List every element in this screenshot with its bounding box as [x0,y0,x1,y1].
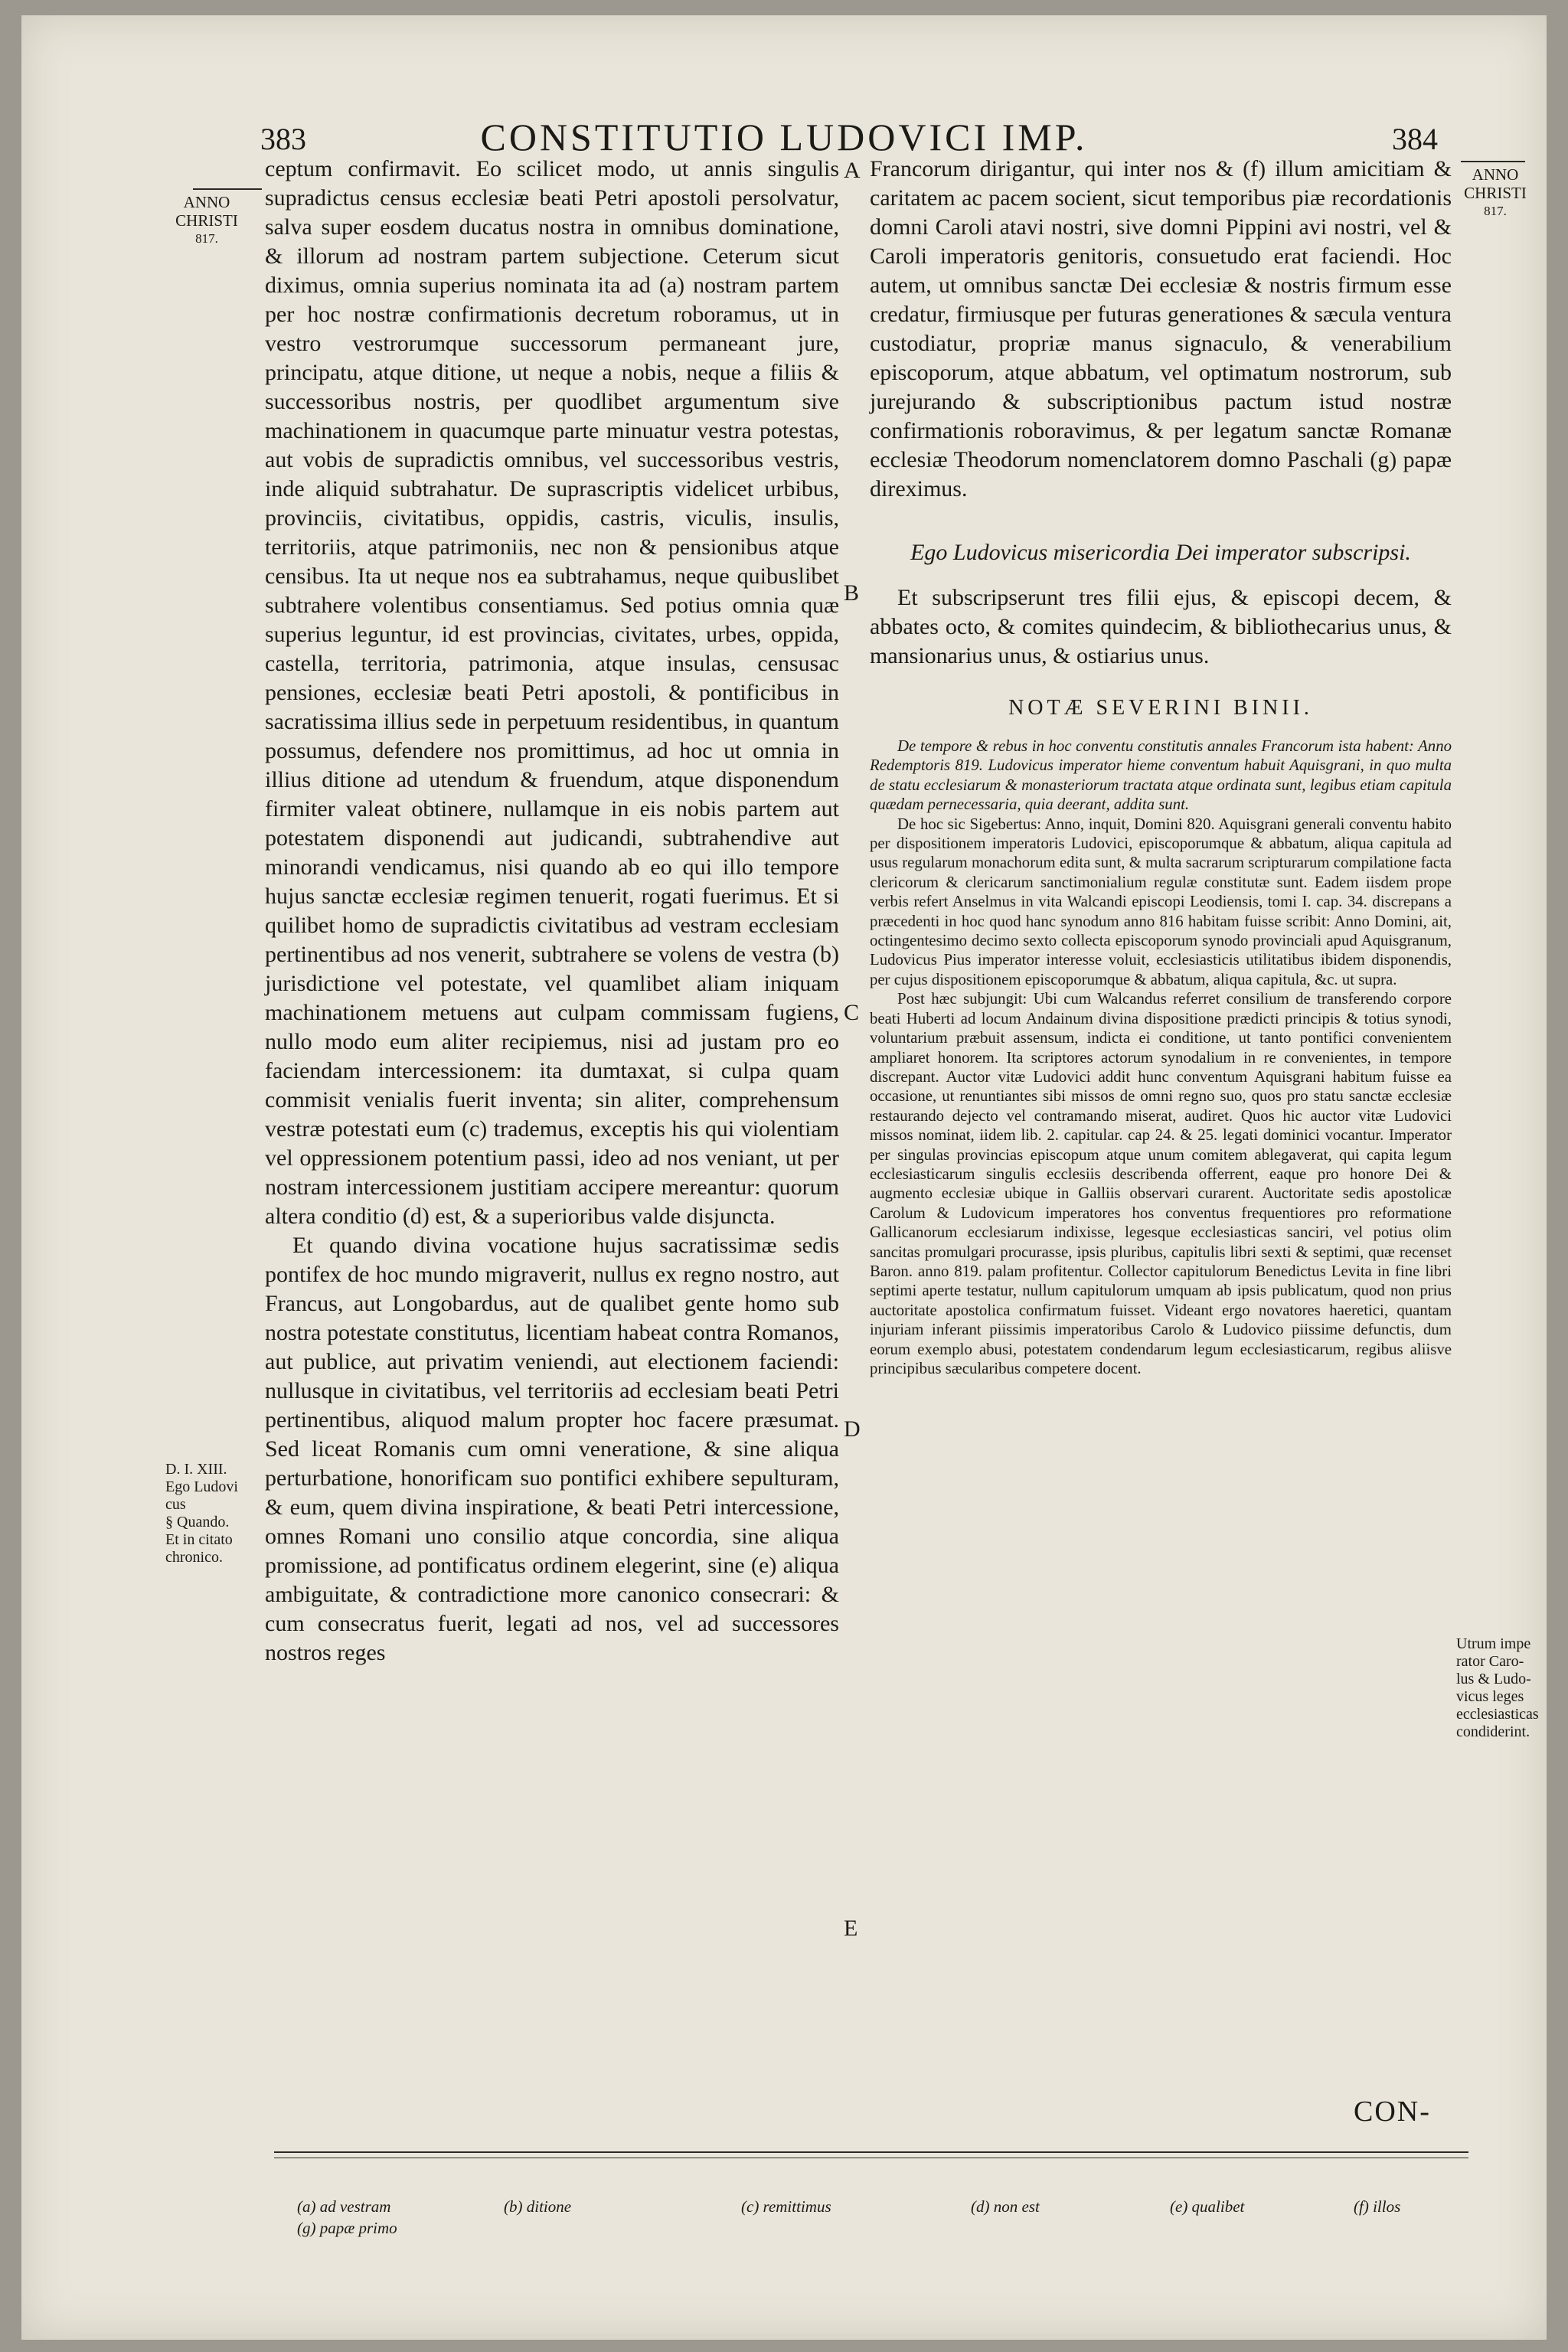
christi-label: CHRISTI [1464,184,1527,202]
margin-rule-right [1461,161,1525,162]
paragraph: Et quando divina vocatione hujus sacratissimæ sedis pontifex de hoc mundo migraverit, nullus ex regno nostro, aut Francus, aut Longobardus, aut de qualibet gente homo sub nostra potestate constitutus, licentiam habeat contra Romanos, aut publice, aut privatim veniendi, aut electionem faciendi: nullusque in civitatibus, vel territoriis ad ecclesiam beati Petri pertinentibus, aliquod malum propter hoc facere præsumat. Sed liceat Romanis cum omni veneratione, & sine aliqua perturbatione, honorificam suo pontifici exhibere sepulturam, & eum, quem divina inspiratione, & beati Petri intercessione, omnes Romani uno consilio atque concordia, sine aliqua promissione, ad pontificatus ordinem elegerint, sine (e) aliqua ambiguitate, & contradictione more canonico consecrari: & cum consecratus fuerit, legati ad nos, vel ad successores nostros reges [265,1233,839,1665]
anno-label: ANNO [183,193,230,211]
page-number-left: 383 [260,122,306,156]
running-title: CONSTITUTIO LUDOVICI IMP. [480,116,1088,158]
anno-label: ANNO [1472,165,1519,184]
imperial-signature: Ego Ludovicus misericordia Dei imperator subscripsi. [910,540,1411,565]
note-paragraph: De hoc sic Sigebertus: Anno, inquit, Domini 820. Aquisgrani generali conventu habito per dispositionem imperatoris Ludovici, episcoporumque & abbatum, aliqua capitula ad usus regularum monachorum edita sunt, & multa sacrarum scripturarum compilatione facta clericorum & clericarum sanctimonialium regulæ constitutæ sunt. Eadem iisdem prope verbis refert Anselmus in vita Walcandi episcopi Leodiensis, tomi I. cap. 34. discrepans a præcedenti in hoc quod hanc synodum anno 816 habitam fuisse scribit: Anno Domini, ait, octingentesimo decimo sexto collecta episcoporum synodo provinciali apud Aquisgranum, Ludovicus Pius imperator interesse voluit, ecclesiasticis utilitatibus ibidem disponendis, per cujus dispositionem episcoporumque & abbatum, aliqua capitula, &c. ut supra. [870,815,1452,988]
margin-note-line: D. I. XIII. [165,1461,227,1478]
margin-note-line: vicus leges [1456,1688,1524,1705]
section-letter-e: E [844,1916,858,1941]
margin-rule-left [193,188,262,190]
section-letter-a: A [844,158,861,183]
margin-note-line: cus [165,1496,186,1513]
section-letter-b: B [844,580,860,606]
paragraph: ceptum confirmavit. Eo scilicet modo, ut annis singulis supradictus census ecclesiæ beati Petri apostoli persolvatur, salva super eosdem ducatus nostra in omnibus dominatione, & illorum ad nostram partem subjectione. Ceterum sicut diximus, omnia superius nominata ita ad (a) nostram partem per hoc nostræ confirmationis decretum roboramus, ut in vestro vestrorumque successorum permaneant jure, principatu, atque ditione, ut neque a nobis, neque a filiis & successoribus nostris, per quodlibet argumentum sive machinationem in quacumque parte minuatur vestra potestas, aut vobis de supradictis omnibus, vel successoribus vestris, inde aliquid subtrahatur. De suprascriptis videlicet urbibus, provinciis, civitatibus, oppidis, castris, viculis, insulis, territoriis, atque patrimoniis, nec non & pensionibus atque censibus. Ita ut neque nos ea subtrahamus, neque quibuslibet subtrahere volentibus consentiamus. Sed potius omnia quæ superius leguntur, id est provincias, civitates, urbes, oppida, castella, territoria, patrimonia, atque insulas, censusac pensiones, ecclesiæ beati Petri apostoli, & pontificibus in sacratissima illius sede in perpetuum residentibus, in quantum possumus, defendere nos promittimus, ad hoc ut omnia in illius ditione ad utendum & fruendum, atque disponendum firmiter valeat obtinere, nullamque in eis nobis partem aut potestatem disponendi aut judicandi, subtrahendive aut minorandi vendicamus, nisi quando ab eo qui illo tempore hujus sanctæ ecclesiæ regimen tenuerit, rogati fuerimus. Et si quilibet homo de supradictis civitatibus ad vestram ecclesiam pertinentibus ad nos venerit, subtrahere se volens de vestra (b) jurisdictione vel potestate, vel quamlibet aliam iniquam machinationem metuens aut culpam commissam fugiens, nullo modo eum aliter recipiemus, nisi ad justam pro eo faciendam intercessionem: ita dumtaxat, si culpa quam commisit venialis fuerit inventa; sin aliter, comprehensum vestræ potestati eum (c) trademus, exceptis his qui violentiam vel oppressionem potentium passi, ideo ad nos veniant, ut per nostram intercessionem justitiam accipere mereantur: quorum altera conditio (d) est, & a superioribus valde disjuncta. [265,156,839,1229]
margin-note-line: § Quando. [165,1514,230,1530]
margin-note-left [165,1461,265,1566]
margin-year-right [1453,165,1537,220]
footnote: (a) ad vestram [297,2197,391,2216]
year-label: 817. [195,231,218,246]
margin-note-line: Et in citato [165,1531,233,1548]
footnote: (d) non est [971,2197,1040,2216]
book-page [21,15,1547,2340]
year-label: 817. [1484,204,1507,218]
footnote: (c) remittimus [741,2197,831,2216]
text-column-left [265,155,839,1668]
christi-label: CHRISTI [175,211,238,230]
footnote: (f) illos [1354,2197,1401,2216]
margin-note-line: Ego Ludovi [165,1478,238,1495]
catchword: CON- [1354,2096,1431,2128]
section-letter-d: D [844,1416,861,1442]
margin-note-line: lus & Ludo- [1456,1671,1531,1687]
margin-note-line: condiderint. [1456,1723,1530,1740]
note-paragraph: De tempore & rebus in hoc conventu constitutis annales Francorum ista habent: Anno Redemptoris 819. Ludovicus imperator hieme conventum habuit Aquisgrani, in quo multa de statu ecclesiarum & monasteriorum tractata atque ordinata sunt, legibus etiam capitula quædam pernecessaria, quia deerant, addita sunt. [870,737,1452,814]
footnote-rule [274,2151,1468,2153]
paragraph: Francorum dirigantur, qui inter nos & (f) illum amicitiam & caritatem ac pacem socient, sicut temporibus piæ recordationis domni Caroli atavi nostri, sive domni Pippini avi nostri, vel & Caroli imperatoris genitoris, consuetudo erat faciendi. Hoc autem, ut omnibus sanctæ Dei ecclesiæ & nostris firmum esse credatur, firmiusque per futuras generationes & sæcula ventura custodiatur, propriæ manus signaculo, & venerabilium episcoporum, atque abbatum, vel optimatum nostrorum, sub jurejurando & subscriptionibus pactum istud nostræ confirmationis roboravimus, & per legatum sanctæ Romanæ ecclesiæ Theodorum nomenclatorem domno Paschali (g) papæ direximus. [870,156,1452,501]
page-number-right: 384 [1392,122,1438,156]
margin-year-left [161,193,253,248]
section-letter-c: C [844,1000,860,1025]
subscribers-paragraph: Et subscripserunt tres filii ejus, & episcopi decem, & abbates octo, & comites quindecim, & bibliothecarius unus, & mansionarius unus, & ostiarius unus. [870,585,1452,668]
margin-note-right [1456,1635,1540,1741]
notes-heading: NOTÆ SEVERINI BINII. [1008,696,1313,720]
margin-note-line: chronico. [165,1549,223,1566]
footnote: (b) ditione [504,2197,572,2216]
footnote: (e) qualibet [1170,2197,1245,2216]
text-column-right [870,155,1452,1378]
margin-note-line: Utrum impe [1456,1635,1531,1652]
margin-note-line: ecclesiasticas [1456,1706,1539,1723]
footnote: (g) papæ primo [297,2219,397,2237]
note-paragraph: Post hæc subjungit: Ubi cum Walcandus referret consilium de transferendo corpore beati Huberti ad locum Andainum divina dispositione prædicti principis & totius synodi, voluntarium præbuit assensum, indicta ei conditione, ut tanto pontifici convenientem ampliaret honorem. Ita scriptores actorum synodalium in re convenientes, in tempore discrepant. Auctor vitæ Ludovici addit hunc conventum Aquisgrani habitum fuisse ea occasione, ut renuntiantes sibi missos de omni regno suo, quos pro statu sanctæ ecclesiæ restaurando dejecto vel contramando miserat, audiret. Quos hic auctor vitæ Ludovici missos nominat, iidem lib. 2. capitular. cap 24. & 25. legati dominici vocantur. Imperator per singulas provincias episcopum atque unum comitem ablegaverat, qui capita legum ecclesiasticarum singulis ecclesiis describenda offerrent, eaque pro honore Dei & augmento ecclesiæ ubique in Galliis observari curarent. Auctoritate sedis apostolicæ Carolum & Ludovicum imperatores hos conventus frequentiores pro reformatione Gallicanorum ecclesiarum indixisse, legesque ecclesiasticas sanciri, vel potius olim sancitas promulgari procurasse, ipsis pluribus, capitulis libri sexti & septimi, quæ recenset Baron. anno 819. palam profitentur. Collector capitulorum Benedictus Levita in fine libri septimi aperte testatur, nullum capitulorum umquam ab ipsis publicatum, quod non prius auctoritate apostolica confirmatum fuisset. Videant ergo novatores haeretici, quantam injuriam inferant piissimis imperatoribus Carolo & Ludovico piissime defunctis, dum eorum exemplo abusi, potestatem condendarum legum ecclesiasticarum, regibus aliisve principibus sæcularibus competere docent. [870,990,1452,1377]
margin-note-line: rator Caro- [1456,1653,1524,1670]
